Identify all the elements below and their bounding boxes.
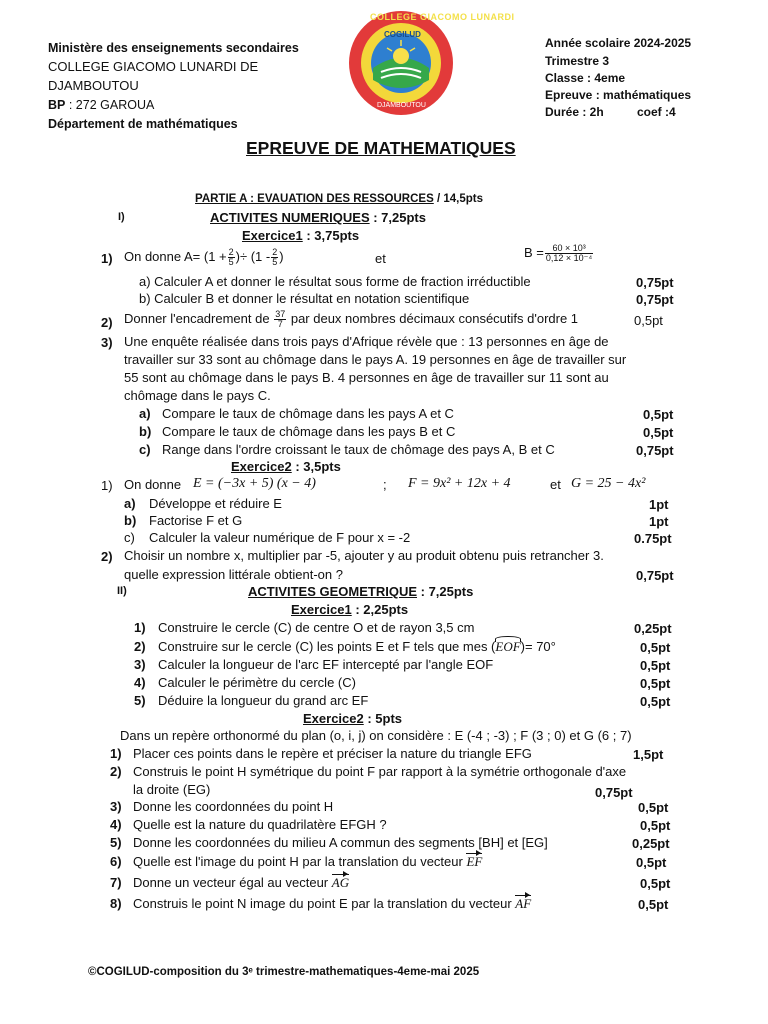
points-badge: 0,5pt bbox=[640, 818, 671, 833]
points-badge: 0,5pt bbox=[640, 658, 671, 673]
geometry-question: Quelle est l'image du point H par la translation du vecteur EF bbox=[133, 854, 483, 869]
points-badge: 0,5pt bbox=[643, 425, 674, 440]
question-number: 2) bbox=[101, 549, 113, 564]
question-1a: a) Calculer A et donner le résultat sous forme de fraction irréductible bbox=[139, 274, 531, 289]
points-badge: 0,75pt bbox=[595, 785, 633, 800]
page-title: EPREUVE DE MATHEMATIQUES bbox=[246, 138, 516, 158]
expression-f: F = 9x² + 12x + 4 bbox=[408, 476, 511, 491]
geometry-question: Construire le cercle (C) de centre O et de rayon 3,5 cm bbox=[158, 620, 475, 635]
question-number: 6) bbox=[110, 854, 122, 869]
section-2-heading: ACTIVITES GEOMETRIQUE : 7,25pts bbox=[248, 584, 474, 599]
question-number: 4) bbox=[134, 675, 146, 690]
item-letter: a) bbox=[124, 496, 136, 511]
school-name-line2: DJAMBOUTOU bbox=[48, 78, 139, 93]
separator: ; bbox=[383, 477, 387, 492]
geometry-question: Donne un vecteur égal au vecteur AG bbox=[133, 875, 350, 890]
section-2-number: II) bbox=[117, 585, 127, 597]
question-number: 4) bbox=[110, 817, 122, 832]
geometry-question-continuation: la droite (EG) bbox=[133, 782, 211, 797]
points-badge: 0,25pt bbox=[634, 621, 672, 636]
school-year: Année scolaire 2024-2025 bbox=[545, 36, 692, 50]
points-badge: 0,25pt bbox=[632, 836, 670, 851]
exercise-2-item-b: Factorise F et G bbox=[149, 513, 243, 528]
points-badge: 0,5pt bbox=[634, 313, 663, 328]
arc-notation: EOF bbox=[495, 639, 521, 654]
expression-g: G = 25 − 4x² bbox=[571, 476, 646, 491]
points-badge: 0,75pt bbox=[636, 568, 674, 583]
subject-label: Epreuve : mathématiques bbox=[545, 88, 692, 102]
question-number: 5) bbox=[134, 693, 146, 708]
points-badge: 0,5pt bbox=[640, 694, 671, 709]
points-badge: 1pt bbox=[649, 497, 669, 512]
expression-intro: On donne bbox=[124, 477, 182, 492]
geometry-question: Déduire la longueur du grand arc EF bbox=[158, 693, 369, 708]
points-badge: 0,5pt bbox=[643, 407, 674, 422]
exercise-2-q2-line2: quelle expression littérale obtient-on ? bbox=[124, 567, 343, 582]
geometry-exercise-2-intro: Dans un repère orthonormé du plan (o, i, j) on considère : E (-4 ; -3) ; F (3 ; 0) et G (6 ; 7) bbox=[120, 728, 632, 743]
bp-line: BP : 272 GAROUA bbox=[48, 98, 155, 112]
geometry-question: Calculer le périmètre du cercle (C) bbox=[158, 675, 356, 690]
question-number: 8) bbox=[110, 896, 122, 911]
question-number: 2) bbox=[110, 764, 122, 779]
geometry-question: Placer ces points dans le repère et préciser la nature du triangle EFG bbox=[133, 746, 532, 761]
footer-copyright: ©COGILUD-composition du 3ᵉ trimestre-mathematiques-4eme-mai 2025 bbox=[88, 966, 480, 978]
points-badge: 1pt bbox=[649, 514, 669, 529]
question-3-line: chômage dans le pays C. bbox=[124, 388, 271, 403]
question-number: 3) bbox=[134, 657, 146, 672]
points-badge: 0,5pt bbox=[638, 897, 669, 912]
exercise-2-q2-line1: Choisir un nombre x, multiplier par -5, ajouter y au produit obtenu puis retrancher 3. bbox=[124, 548, 604, 563]
question-number: 2) bbox=[134, 639, 146, 654]
vector-notation: AG bbox=[331, 875, 350, 890]
expression-e: E = (−3x + 5) (x − 4) bbox=[193, 476, 316, 491]
item-letter: a) bbox=[139, 406, 151, 421]
points-badge: 0,5pt bbox=[636, 855, 667, 870]
points-badge: 1,5pt bbox=[633, 747, 664, 762]
question-number: 5) bbox=[110, 835, 122, 850]
geometry-question: Donne les coordonnées du milieu A commun des segments [BH] et [EG] bbox=[133, 835, 548, 850]
points-badge: 0,5pt bbox=[640, 640, 671, 655]
question-1-expression-b: B = $\frac{\text{60 × 10³}}{\text{0,12 × 10⁻⁴}}$ bbox=[524, 243, 593, 263]
question-3c: Range dans l'ordre croissant le taux de chômage des pays A, B et C bbox=[162, 442, 555, 457]
question-number: 1) bbox=[101, 251, 113, 266]
question-number: 7) bbox=[110, 875, 122, 890]
geometry-question: Donne les coordonnées du point H bbox=[133, 799, 334, 814]
geometry-exercise-2-heading: Exercice2 : 5pts bbox=[303, 711, 403, 726]
question-number: 1) bbox=[110, 746, 122, 761]
geometry-question: Construire sur le cercle (C) les points E et F tels que mes (EOF)= 70° bbox=[158, 639, 556, 654]
item-letter: b) bbox=[139, 424, 152, 439]
points-badge: 0.75pt bbox=[634, 531, 672, 546]
school-name-line1: COLLEGE GIACOMO LUNARDI DE bbox=[48, 59, 259, 74]
item-letter: c) bbox=[139, 442, 151, 457]
points-badge: 0,5pt bbox=[640, 876, 671, 891]
coef-label: coef :4 bbox=[637, 105, 676, 119]
part-a-heading: PARTIE A : EVAUATION DES RESSOURCES / 14,5pts bbox=[195, 193, 483, 205]
exercise-2-item-c: Calculer la valeur numérique de F pour x = -2 bbox=[149, 530, 411, 545]
exercise-2-item-a: Développe et réduire E bbox=[149, 496, 282, 511]
class-label: Classe : 4eme bbox=[545, 71, 626, 85]
vector-notation: EF bbox=[466, 854, 483, 869]
question-2-text: Donner l'encadrement de $\frac{37}{7}$ par deux nombres décimaux consécutifs d'ordre 1 bbox=[124, 309, 579, 329]
school-logo: COLLEGE GIACOMO LUNARDI COGILUD DJAMBOUTOU bbox=[342, 8, 460, 118]
exercise-1-heading: Exercice1 : 3,75pts bbox=[242, 228, 360, 243]
department-label: Département de mathématiques bbox=[48, 117, 238, 131]
points-badge: 0,5pt bbox=[638, 800, 669, 815]
section-1-number: I) bbox=[118, 211, 125, 223]
geometry-exercise-1-heading: Exercice1 : 2,25pts bbox=[291, 602, 409, 617]
question-number: 3) bbox=[110, 799, 122, 814]
question-3-line: Une enquête réalisée dans trois pays d'Afrique révèle que : 13 personnes en âge de bbox=[124, 334, 609, 349]
question-3-line: 55 sont au chômage dans le pays B. 4 personnes en âge de travailler sur 11 sont au bbox=[124, 370, 609, 385]
exercise-2-heading: Exercice2 : 3,5pts bbox=[231, 459, 341, 474]
question-number: 2) bbox=[101, 315, 113, 330]
geometry-question: Construis le point N image du point E par la translation du vecteur AF bbox=[133, 896, 532, 911]
question-1-expression-a: On donne A= (1 + $\frac{2}{5}$ )÷ (1 - $\frac{2}{5}$ ) bbox=[124, 247, 284, 267]
section-1-heading: ACTIVITES NUMERIQUES : 7,25pts bbox=[210, 210, 426, 225]
question-number: 1) bbox=[134, 620, 146, 635]
question-number: 3) bbox=[101, 335, 113, 350]
points-badge: 0,75pt bbox=[636, 275, 674, 290]
points-badge: 0,75pt bbox=[636, 292, 674, 307]
geometry-question: Construis le point H symétrique du point F par rapport à la symétrie orthogonale d'axe bbox=[133, 764, 627, 779]
points-badge: 0,5pt bbox=[640, 676, 671, 691]
question-3a: Compare le taux de chômage dans les pays A et C bbox=[162, 406, 454, 421]
question-1b: b) Calculer B et donner le résultat en notation scientifique bbox=[139, 291, 470, 306]
item-letter: b) bbox=[124, 513, 137, 528]
trimester: Trimestre 3 bbox=[545, 54, 610, 68]
question-3b: Compare le taux de chômage dans les pays B et C bbox=[162, 424, 456, 439]
duration-label: Durée : 2h bbox=[545, 105, 604, 119]
geometry-question: Calculer la longueur de l'arc EF intercepté par l'angle EOF bbox=[158, 657, 494, 672]
conjunction-et: et bbox=[550, 477, 561, 492]
question-3-line: travailler sur 33 sont au chômage dans le pays A. 19 personnes en âge de travailler sur bbox=[124, 352, 627, 367]
item-letter: c) bbox=[124, 530, 135, 545]
geometry-question: Quelle est la nature du quadrilatère EFGH ? bbox=[133, 817, 387, 832]
question-number: 1) bbox=[101, 478, 113, 493]
ministry-label: Ministère des enseignements secondaires bbox=[48, 41, 299, 55]
vector-notation: AF bbox=[515, 896, 532, 911]
points-badge: 0,75pt bbox=[636, 443, 674, 458]
conjunction-et: et bbox=[375, 251, 386, 266]
